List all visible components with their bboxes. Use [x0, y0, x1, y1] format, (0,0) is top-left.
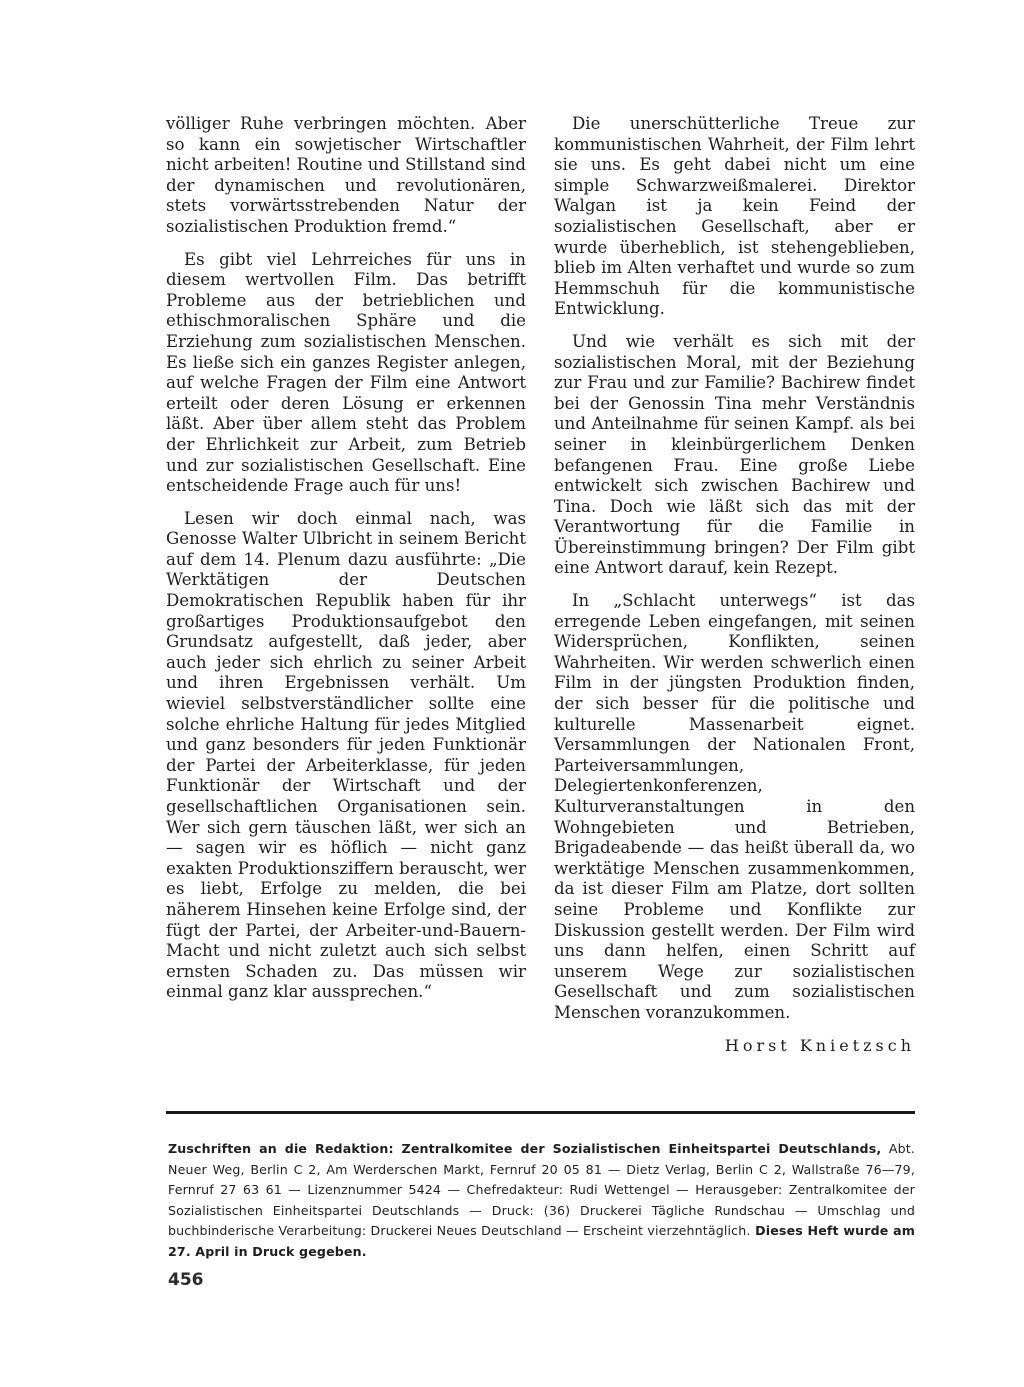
footer-divider — [166, 1111, 915, 1114]
paragraph: Und wie verhält es sich mit der sozialistischen Moral, mit der Beziehung zur Frau und zur Familie? Bachirew findet bei der Genossin Tina mehr Verständnis und Anteilnahme für seinen Kampf. als bei seiner in kleinbürgerlichem Denken befangenen Frau. Eine große Liebe entwickelt sich zwischen Bachirew und Tina. Doch wie läßt sich das mit der Verantwortung für die Familie in Übereinstimmung bringen? Der Film gibt eine Antwort darauf, kein Rezept. — [554, 331, 915, 578]
imprint-body: Abt. Neuer Weg, Berlin C 2, Am Werderschen Markt, Fernruf 20 05 81 — Dietz Verlag, Berlin C 2, Wallstraße 76—79, Fernruf 27 63 61 — Lizenznummer 5424 — Chefredakteur: Rudi Wettengel — Herausgeber: Zentralkomitee der Sozialistischen Einheitspartei Deutschlands — Druck: (36) Druckerei Tägliche Rundschau — Umschlag und buchbinderische Verarbeitung: Druckerei Neues Deutschland — Erscheint vierzehntäglich. — [168, 1141, 915, 1238]
paragraph: Lesen wir doch einmal nach, was Genosse Walter Ulbricht in seinem Bericht auf dem 14. Plenum dazu ausführte: „Die Werktätigen der Deutschen Demokratischen Republik haben für ihr großartiges Produktionsaufgebot den Grundsatz aufgestellt, daß jeder, aber auch jeder sich ehrlich zu seiner Arbeit und ihren Ergebnissen verhält. Um wieviel selbstverständlicher sollte eine solche ehrliche Haltung für jedes Mitglied und ganz besonders für jeden Funktionär der Partei der Arbeiterklasse, für jeden Funktionär der Wirtschaft und der gesellschaftlichen Organisationen sein. Wer sich gern täuschen läßt, wer sich an — sagen wir es höflich — nicht ganz exakten Produktionsziffern berauscht, wer es liebt, Erfolge zu melden, die bei näherem Hinsehen keine Erfolge sind, der fügt der Partei, der Arbeiter-und-Bauern-Macht und nicht zuletzt auch sich selbst ernsten Schaden zu. Das müssen wir einmal ganz klar aussprechen.“ — [166, 508, 526, 1002]
imprint-lead: Zuschriften an die Redaktion: Zentralkomitee der Sozialistischen Einheitspartei Deutschlands, — [168, 1141, 882, 1156]
page-number: 456 — [168, 1270, 204, 1290]
imprint — [168, 1139, 915, 1262]
left-column — [166, 114, 526, 1015]
paragraph: Es gibt viel Lehrreiches für uns in diesem wertvollen Film. Das betrifft Probleme aus der betrieblichen und ethischmoralischen Sphäre und die Erziehung zum sozialistischen Menschen. Es ließe sich ein ganzes Register anlegen, auf welche Fragen der Film eine Antwort erteilt oder deren Lösung er erkennen läßt. Aber über allem steht das Problem der Ehrlichkeit zur Arbeit, zum Betrieb und zur sozialistischen Gesellschaft. Eine entscheidende Frage auch für uns! — [166, 249, 526, 496]
paragraph: In „Schlacht unterwegs“ ist das erregende Leben eingefangen, mit seinen Widersprüchen, Konflikten, seinen Wahrheiten. Wir werden schwerlich einen Film in der jüngsten Produktion finden, der sich besser für die politische und kulturelle Massenarbeit eignet. Versammlungen der Nationalen Front, Parteiversammlungen, Delegiertenkonferenzen, Kulturveranstaltungen in den Wohngebieten und Betrieben, Brigadeabende — das heißt überall da, wo werktätige Menschen zusammenkommen, da ist dieser Film am Platze, dort sollten seine Probleme und Konflikte zur Diskussion gestellt werden. Der Film wird uns dann helfen, einen Schritt auf unserem Wege zur sozialistischen Gesellschaft und zum sozialistischen Menschen voranzukommen. — [554, 591, 915, 1022]
right-column — [554, 114, 915, 1056]
author-signature: Horst Knietzsch — [724, 1035, 915, 1055]
paragraph: Die unerschütterliche Treue zur kommunistischen Wahrheit, der Film lehrt sie uns. Es geht dabei nicht um eine simple Schwarzweißmalerei. Direktor Walgan ist ja kein Feind der sozialistischen Gesellschaft, aber er wurde überheblich, ist stehengeblieben, blieb im Alten verhaftet und wurde so zum Hemmschuh für die kommunistische Entwicklung. — [554, 114, 915, 319]
imprint-print-date: Dieses Heft wurde am 27. April in Druck gegeben. — [168, 1223, 916, 1259]
paragraph: völliger Ruhe verbringen möchten. Aber so kann ein sowjetischer Wirtschaftler nicht arbeiten! Routine und Stillstand sind der dynamischen und revolutionären, stets vorwärtsstrebenden Natur der sozialistischen Produktion fremd.“ — [166, 114, 526, 236]
